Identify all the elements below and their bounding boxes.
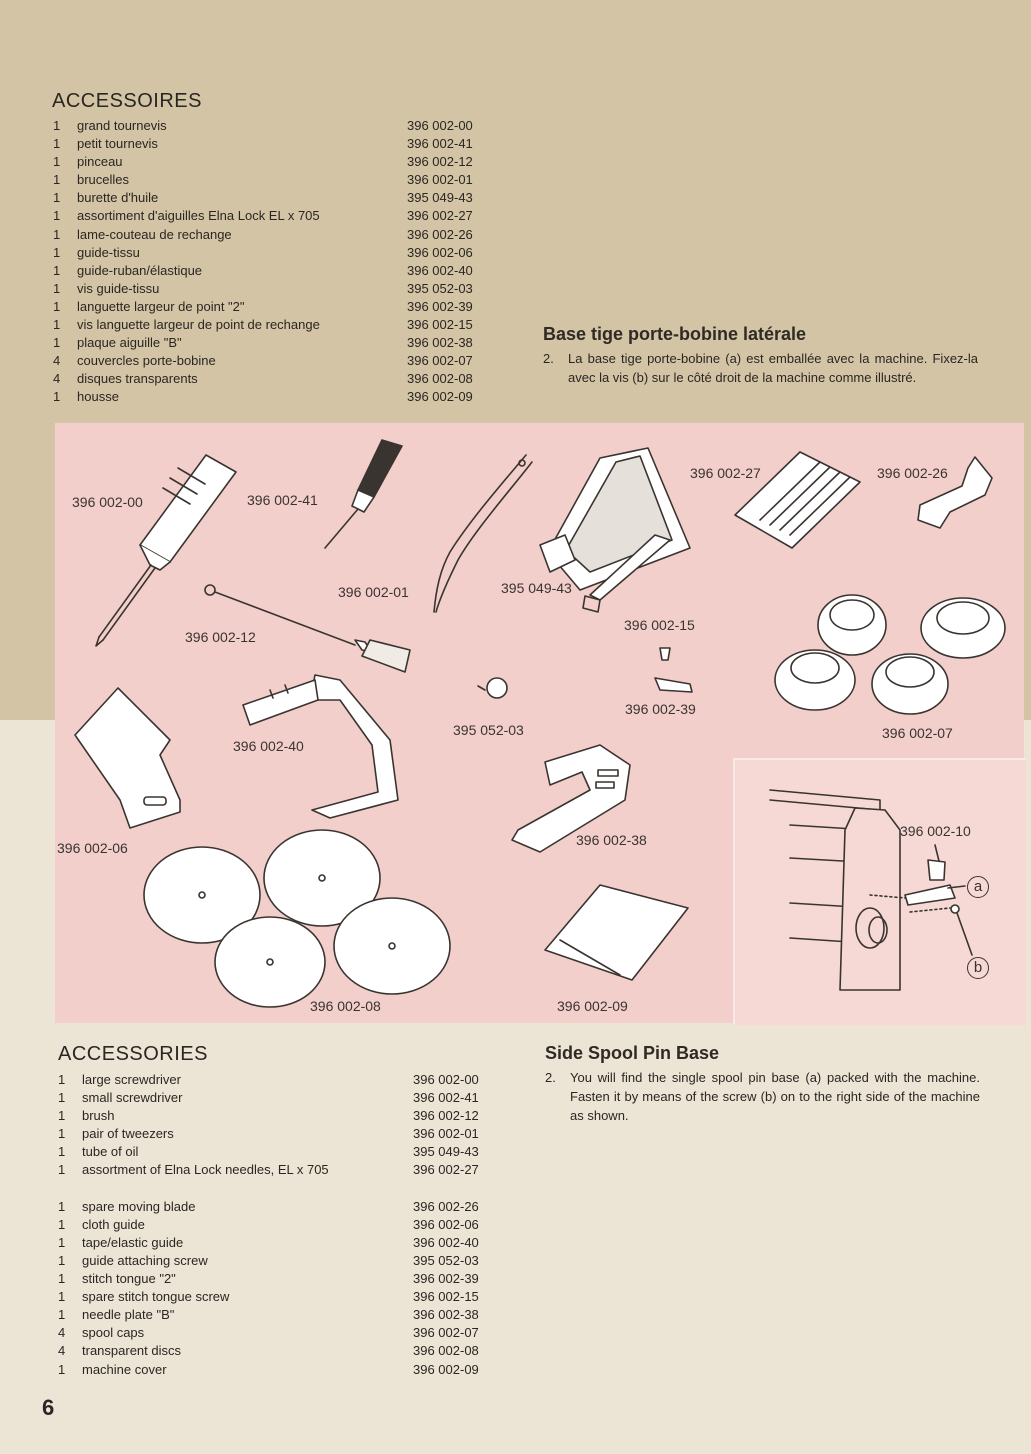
accessory-row [58,1161,508,1197]
accessory-name: lame-couteau de rechange [77,226,232,242]
accessory-part-number: 396 002-09 [407,389,473,405]
accessory-qty: 1 [53,190,61,206]
accessory-qty: 1 [53,244,61,260]
accessory-qty: 1 [53,172,61,188]
accessory-part-number: 396 002-07 [407,353,473,369]
accessory-name: languette largeur de point "2" [77,298,245,314]
accessory-qty: 1 [53,317,61,333]
accessory-qty: 1 [53,335,61,351]
accessory-row [58,1216,508,1234]
label-spool-pin-base: 396 002-10 [900,823,971,839]
machine-inset-drawing [770,790,972,990]
accessory-part-number: 396 002-38 [407,335,473,351]
accessory-part-number: 396 002-15 [407,317,473,333]
accessory-name: guide-ruban/élastique [77,262,203,278]
accessory-name: machine cover [82,1361,167,1377]
label-discs: 396 002-08 [310,998,381,1014]
label-spool-caps: 396 002-07 [882,725,953,741]
label-stitch-tongue: 396 002-39 [625,701,696,717]
accessory-name: guide attaching screw [82,1252,208,1268]
accessory-qty: 1 [53,389,61,405]
accessory-qty: 1 [53,262,61,278]
cloth-guide-drawing [75,688,180,828]
accessory-part-number: 396 002-39 [413,1271,479,1287]
accessory-qty: 1 [58,1162,66,1178]
accessory-part-number: 395 049-43 [407,190,473,206]
accessory-name: pinceau [77,154,123,170]
accessory-qty: 4 [53,353,61,369]
accessory-name: vis guide-tissu [77,280,160,296]
accessory-qty: 4 [58,1343,66,1359]
accessory-part-number: 396 002-06 [413,1216,479,1232]
label-cloth-guide: 396 002-06 [57,840,128,856]
accessory-row [58,1306,508,1324]
accessory-part-number: 396 002-27 [413,1162,479,1178]
accessory-qty: 1 [58,1108,66,1124]
accessory-qty: 1 [58,1234,66,1250]
accessory-row [58,1143,508,1161]
accessory-name: spool caps [82,1325,145,1341]
accessory-part-number: 396 002-00 [407,118,473,133]
accessory-part-number: 396 002-38 [413,1307,479,1323]
accessory-qty: 1 [53,298,61,314]
english-heading: ACCESSORIES [58,1043,208,1065]
stitch-tongue-drawing [655,648,692,692]
accessory-name: pair of tweezers [82,1126,174,1142]
accessory-part-number: 396 002-09 [413,1361,479,1377]
small-screwdriver-drawing [325,440,402,548]
accessory-name: couvercles porte-bobine [77,353,216,369]
label-small-screwdriver: 396 002-41 [247,492,318,508]
accessory-part-number: 396 002-08 [413,1343,479,1359]
accessory-name: plaque aiguille "B" [77,335,182,351]
label-blade: 396 002-26 [877,465,948,481]
accessory-name: stitch tongue "2" [82,1271,176,1287]
accessory-qty: 1 [53,280,61,296]
spool-caps-drawing [775,595,1005,714]
accessory-part-number: 396 002-12 [413,1108,479,1124]
accessory-row [58,1270,508,1288]
accessory-row [58,1198,508,1216]
machine-cover-drawing [545,885,688,980]
accessory-qty: 1 [58,1307,66,1323]
accessory-row [58,1342,508,1360]
accessory-part-number: 396 002-01 [407,172,473,188]
accessory-part-number: 396 002-26 [413,1198,479,1214]
marker-b: b [967,957,989,979]
accessory-qty: 1 [53,154,61,170]
accessory-qty: 1 [53,118,61,133]
accessory-qty: 1 [53,226,61,242]
french-side-body: La base tige porte-bobine (a) est emballée avec la machine. Fixez-la avec la vis (b) sur le côté droit de la machine comme illustré. [568,351,978,385]
accessory-name: spare moving blade [82,1198,196,1214]
accessory-name: assortiment d'aiguilles Elna Lock EL x 705 [77,208,320,224]
accessory-name: disques transparents [77,371,198,387]
accessory-part-number: 396 002-00 [413,1072,479,1087]
accessory-name: guide-tissu [77,244,140,260]
english-side-number: 2. [545,1070,556,1085]
accessory-part-number: 396 002-01 [413,1126,479,1142]
accessory-part-number: 396 002-08 [407,371,473,387]
accessory-part-number: 396 002-41 [413,1090,479,1106]
accessory-part-number: 396 002-39 [407,298,473,314]
accessory-qty: 1 [58,1361,66,1377]
accessory-name: vis languette largeur de point de rechange [77,317,320,333]
accessory-name: grand tournevis [77,118,167,133]
accessory-name: transparent discs [82,1343,181,1359]
accessory-name: brush [82,1108,115,1124]
page-number: 6 [42,1395,55,1420]
english-accessory-list [58,1071,508,1379]
transparent-discs-drawing [144,830,450,1007]
accessory-qty: 1 [58,1144,66,1160]
accessory-part-number: 396 002-12 [407,154,473,170]
accessory-qty: 1 [58,1271,66,1287]
accessory-qty: 1 [58,1252,66,1268]
label-stitch-tongue-screw: 396 002-15 [624,617,695,633]
accessory-name: housse [77,389,119,405]
label-brush: 396 002-12 [185,629,256,645]
accessory-name: brucelles [77,172,130,188]
accessory-part-number: 396 002-40 [407,262,473,278]
accessory-name: large screwdriver [82,1072,181,1087]
accessory-name: tube of oil [82,1144,139,1160]
french-side-title: Base tige porte-bobine latérale [543,324,807,344]
accessory-name: petit tournevis [77,136,158,152]
accessory-name: spare stitch tongue screw [82,1289,230,1305]
label-oil-tube: 395 049-43 [501,580,572,596]
accessory-row [58,1071,508,1089]
accessory-name: small screwdriver [82,1090,183,1106]
french-side-number: 2. [543,351,554,366]
english-side-text [545,1068,980,1128]
english-side-body: You will find the single spool pin base (a) packed with the machine. Fasten it by means of the screw (b) on to the right side of the machine as shown. [570,1070,980,1123]
guide-screw-drawing [478,678,507,698]
accessory-row [58,1324,508,1342]
accessory-qty: 1 [58,1198,66,1214]
label-tape-guide: 396 002-40 [233,738,304,754]
accessory-name: cloth guide [82,1216,145,1232]
label-machine-cover: 396 002-09 [557,998,628,1014]
accessory-part-number: 395 052-03 [407,280,473,296]
label-tweezers: 396 002-01 [338,584,409,600]
label-needles: 396 002-27 [690,465,761,481]
english-side-title: Side Spool Pin Base [545,1043,720,1063]
accessory-name: assortment of Elna Lock needles, EL x 705 [82,1162,329,1178]
accessory-part-number: 396 002-27 [407,208,473,224]
marker-a: a [967,876,989,898]
accessory-part-number: 396 002-15 [413,1289,479,1305]
accessory-qty: 1 [58,1072,66,1087]
accessory-row [58,1252,508,1270]
accessory-part-number: 396 002-06 [407,244,473,260]
accessory-row [58,1125,508,1143]
large-screwdriver-drawing [96,455,236,646]
accessory-qty: 1 [58,1090,66,1106]
accessory-qty: 1 [53,208,61,224]
accessory-qty: 1 [58,1289,66,1305]
accessory-part-number: 395 052-03 [413,1252,479,1268]
accessory-qty: 4 [58,1325,66,1341]
accessory-row [58,1288,508,1306]
accessory-row [58,1089,508,1107]
accessory-part-number: 395 049-43 [413,1144,479,1160]
label-needle-plate: 396 002-38 [576,832,647,848]
french-heading: ACCESSOIRES [52,90,202,112]
accessory-qty: 1 [53,136,61,152]
accessory-row [58,1234,508,1252]
accessory-qty: 4 [53,371,61,387]
accessory-qty: 1 [58,1126,66,1142]
label-guide-screw: 395 052-03 [453,722,524,738]
label-large-screwdriver: 396 002-00 [72,494,143,510]
accessory-qty: 1 [58,1216,66,1232]
accessory-name: needle plate "B" [82,1307,175,1323]
accessory-part-number: 396 002-26 [407,226,473,242]
accessory-part-number: 396 002-41 [407,136,473,152]
accessory-row [58,1107,508,1125]
accessory-name: burette d'huile [77,190,159,206]
accessory-part-number: 396 002-40 [413,1234,479,1250]
accessory-name: tape/elastic guide [82,1234,184,1250]
accessory-row [58,1361,508,1379]
accessory-part-number: 396 002-07 [413,1325,479,1341]
